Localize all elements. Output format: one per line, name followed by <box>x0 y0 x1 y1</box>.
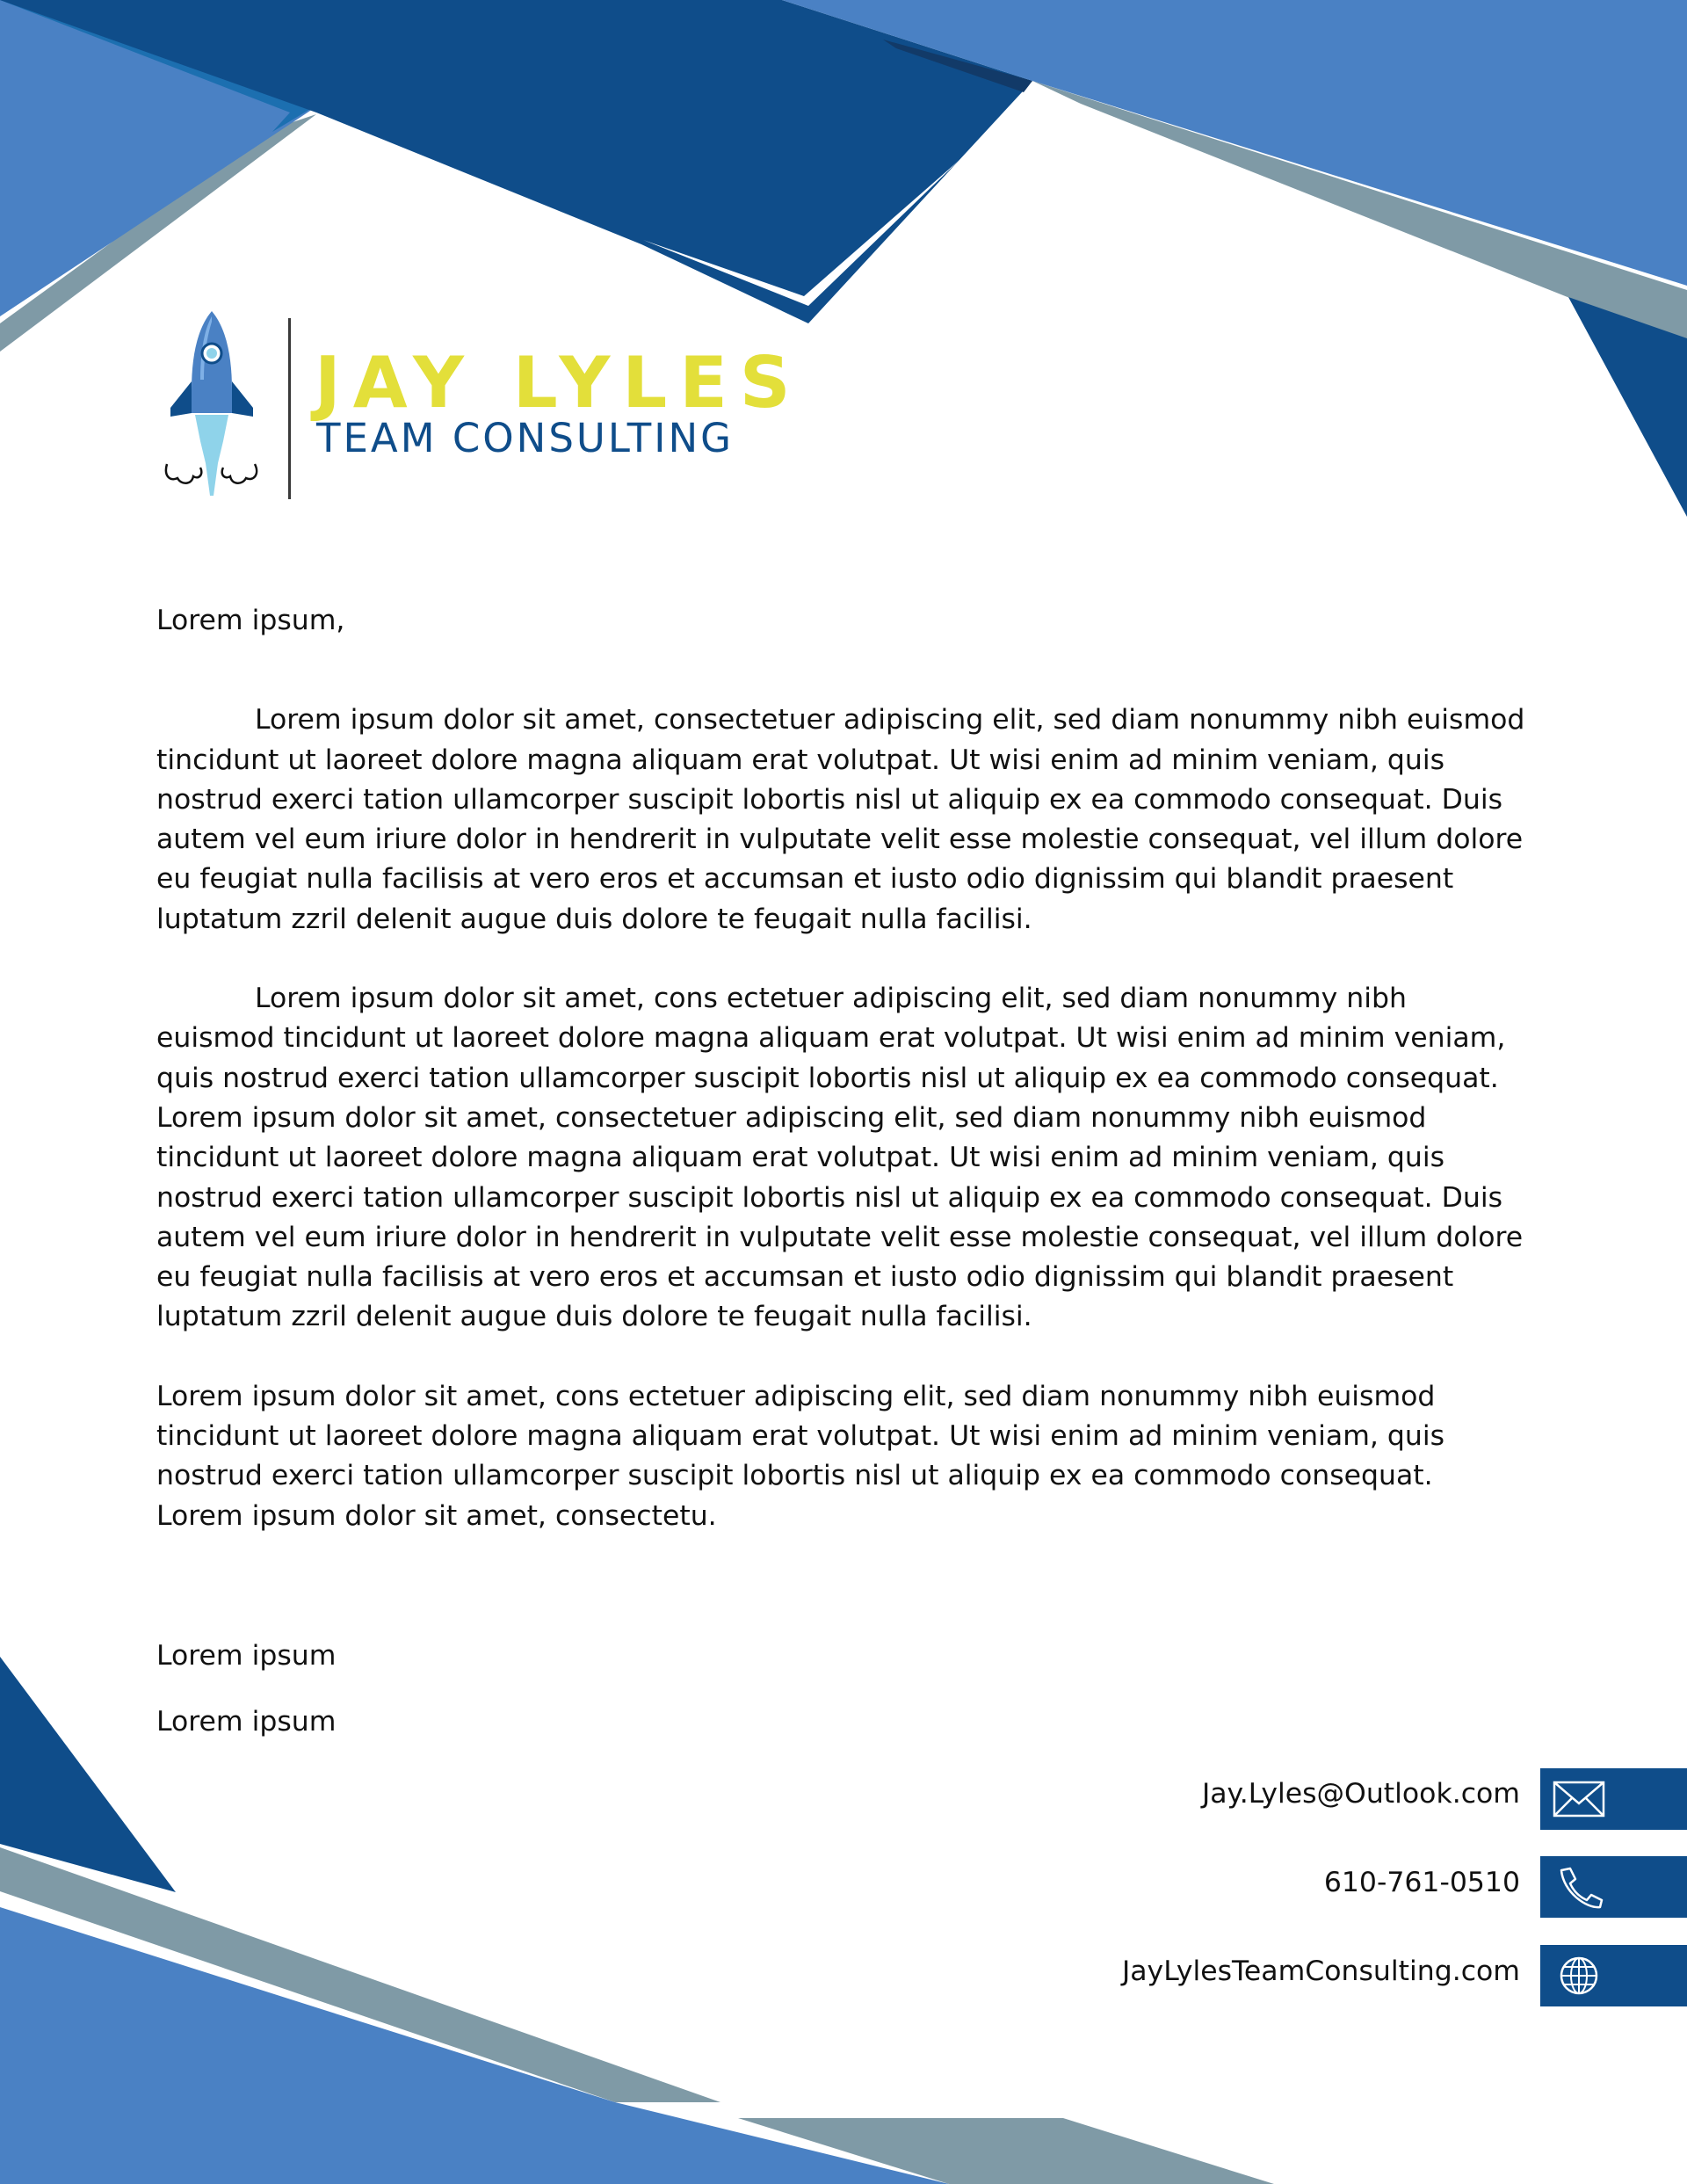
website-icon-box <box>1540 1945 1687 2006</box>
brand-tagline: TEAM CONSULTING <box>316 415 735 461</box>
contact-website[interactable]: JayLylesTeamConsulting.com <box>1121 1955 1520 1987</box>
phone-icon <box>1551 1865 1607 1909</box>
envelope-icon <box>1551 1777 1607 1821</box>
company-logo <box>163 309 803 503</box>
rocket-icon <box>163 309 260 503</box>
email-icon-box <box>1540 1768 1687 1830</box>
globe-icon <box>1551 1954 1607 1998</box>
brand-name: JAY LYLES <box>315 342 803 424</box>
letter-paragraph: Lorem ipsum dolor sit amet, cons ectetuer adipiscing elit, sed diam nonummy nibh euismod tincidunt ut laoreet dolore magna aliquam erat volutpat. Ut wisi enim ad minim veniam, quis nostrud exerci tation ullamcorper suscipit lobortis nisl ut aliquip ex ea commodo consequat. Lorem ipsum dolor sit amet, consectetuer adipiscing elit, sed diam nonummy nibh euismod tincidunt ut laoreet dolore magna aliquam erat volutpat. Ut wisi enim ad minim veniam, quis nostrud exerci tation ullamcorper suscipit lobortis nisl ut aliquip ex ea commodo consequat. Duis autem vel eum iriure dolor in hendrerit in vulputate velit esse molestie consequat, vel illum dolore eu feugiat nulla facilisis at vero eros et accumsan et iusto odio dignissim qui blandit praesent luptatum zzril delenit augue duis dolore te feugait nulla facilisi. <box>156 983 1524 1333</box>
signature-line-2: Lorem ipsum <box>156 1706 337 1738</box>
phone-icon-box <box>1540 1856 1687 1918</box>
letter-body <box>156 601 1527 1576</box>
contact-email[interactable]: Jay.Lyles@Outlook.com <box>1201 1778 1520 1810</box>
letter-greeting: Lorem ipsum, <box>156 605 345 636</box>
logo-divider <box>288 318 291 499</box>
letter-paragraph: Lorem ipsum dolor sit amet, cons ectetuer adipiscing elit, sed diam nonummy nibh euismod tincidunt ut laoreet dolore magna aliquam erat volutpat. Ut wisi enim ad minim veniam, quis nostrud exerci tation ullamcorper suscipit lobortis nisl ut aliquip ex ea commodo consequat. Lorem ipsum dolor sit amet, consectetu. <box>156 1380 1445 1532</box>
letter-paragraph: Lorem ipsum dolor sit amet, consectetuer adipiscing elit, sed diam nonummy nibh euismod tincidunt ut laoreet dolore magna aliquam erat volutpat. Ut wisi enim ad minim veniam, quis nostrud exerci tation ullamcorper suscipit lobortis nisl ut aliquip ex ea commodo consequat. Duis autem vel eum iriure dolor in hendrerit in vulputate velit esse molestie consequat, vel illum dolore eu feugiat nulla facilisis at vero eros et accumsan et iusto odio dignissim qui blandit praesent luptatum zzril delenit augue duis dolore te feugait nulla facilisi. <box>156 704 1525 935</box>
contact-phone[interactable]: 610-761-0510 <box>1323 1867 1520 1898</box>
signature-line-1: Lorem ipsum <box>156 1640 337 1672</box>
